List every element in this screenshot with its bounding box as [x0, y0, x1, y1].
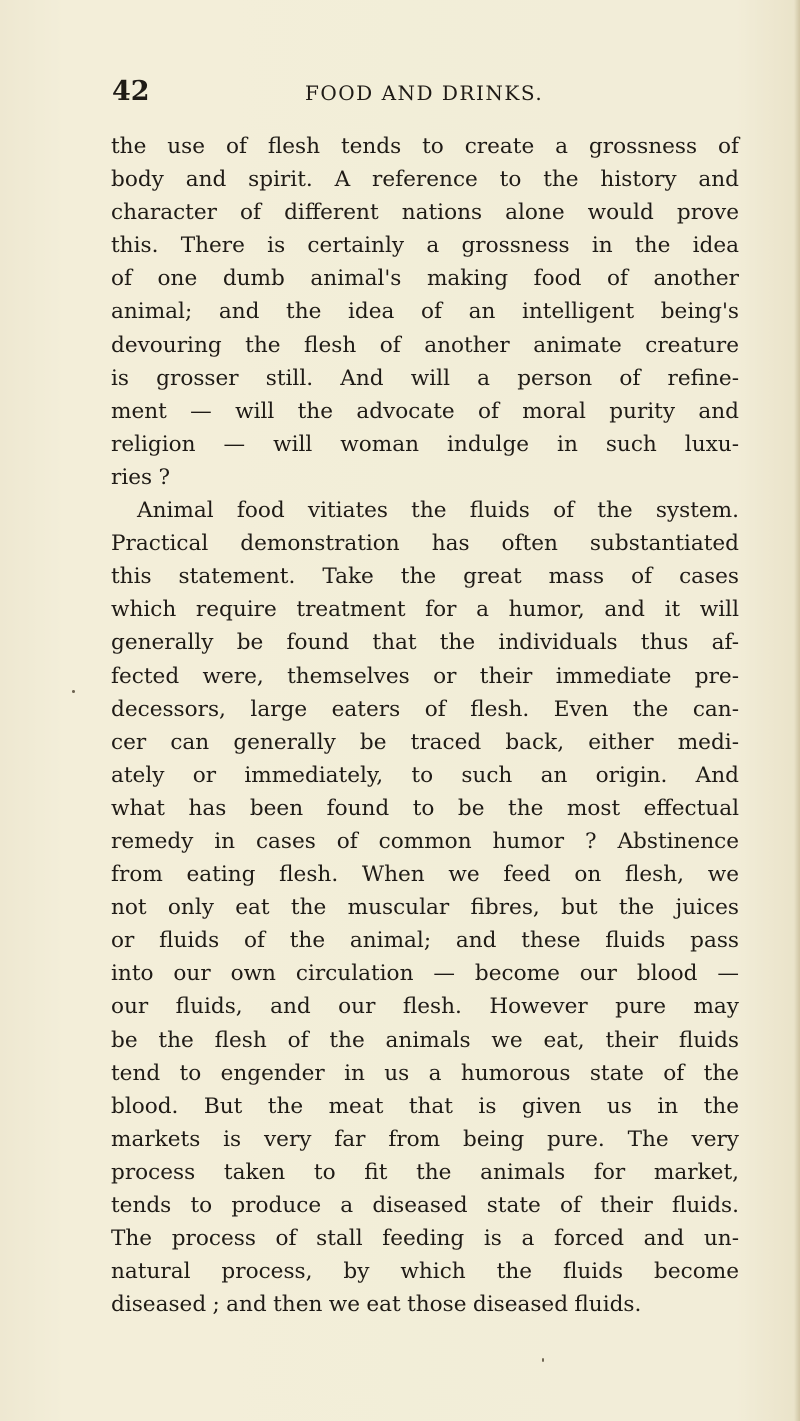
text-line: of one dumb animal's making food of another	[111, 266, 739, 292]
text-line: ment — will the advocate of moral purity and	[111, 398, 739, 424]
text-line: or fluids of the animal; and these fluids pass	[111, 928, 739, 954]
text-line: remedy in cases of common humor ? Abstinence	[111, 828, 739, 854]
text-line: devouring the flesh of another animate creature	[111, 332, 739, 358]
text-line: this statement. Take the great mass of cases	[111, 564, 739, 590]
text-line: from eating flesh. When we feed on flesh, we	[111, 862, 739, 888]
text-line: process taken to fit the animals for market,	[111, 1159, 739, 1185]
page-edge-shadow	[794, 0, 800, 1421]
text-line: Animal food vitiates the fluids of the system.	[137, 498, 739, 524]
text-line: blood. But the meat that is given us in the	[111, 1093, 739, 1119]
text-line: the use of flesh tends to create a grossness of	[111, 134, 739, 159]
text-line: The process of stall feeding is a forced and un-	[111, 1226, 739, 1252]
text-line: ately or immediately, to such an origin. And	[111, 762, 739, 788]
text-line: what has been found to be the most effectual	[111, 795, 739, 821]
text-line: religion — will woman indulge in such luxu-	[111, 431, 739, 457]
paper-speck	[72, 690, 75, 693]
text-line: Practical demonstration has often substantiated	[111, 531, 739, 557]
text-line: which require treatment for a humor, and it will	[111, 597, 739, 623]
text-line: our fluids, and our flesh. However pure may	[111, 994, 739, 1020]
body-text	[111, 130, 739, 1321]
text-line: decessors, large eaters of flesh. Even the can-	[111, 696, 739, 722]
text-line: ries ?	[111, 464, 171, 490]
text-line: character of different nations alone would prove	[111, 200, 739, 226]
text-line: cer can generally be traced back, either medi-	[111, 729, 739, 755]
text-line: animal; and the idea of an intelligent being's	[111, 299, 739, 325]
text-line: body and spirit. A reference to the history and	[111, 167, 739, 193]
text-line: not only eat the muscular fibres, but the juices	[111, 895, 739, 921]
running-head: FOOD AND DRINKS.	[305, 81, 544, 105]
text-line: diseased ; and then we eat those diseased fluids.	[111, 1292, 642, 1318]
paper-speck	[542, 1358, 544, 1362]
text-line: is grosser still. And will a person of refine-	[111, 365, 739, 391]
text-line: be the flesh of the animals we eat, their fluids	[111, 1027, 739, 1053]
text-line: tend to engender in us a humorous state of the	[111, 1060, 739, 1086]
text-line: this. There is certainly a grossness in the idea	[111, 233, 739, 259]
text-line: markets is very far from being pure. The very	[111, 1126, 739, 1152]
page-header	[0, 76, 800, 116]
text-line: tends to produce a diseased state of their fluids.	[111, 1193, 739, 1218]
text-line: generally be found that the individuals thus af-	[111, 630, 739, 656]
text-line: fected were, themselves or their immediate pre-	[111, 663, 739, 689]
text-line: into our own circulation — become our blood —	[111, 961, 739, 987]
page-number: 42	[112, 76, 150, 107]
text-line: natural process, by which the fluids become	[111, 1259, 739, 1285]
